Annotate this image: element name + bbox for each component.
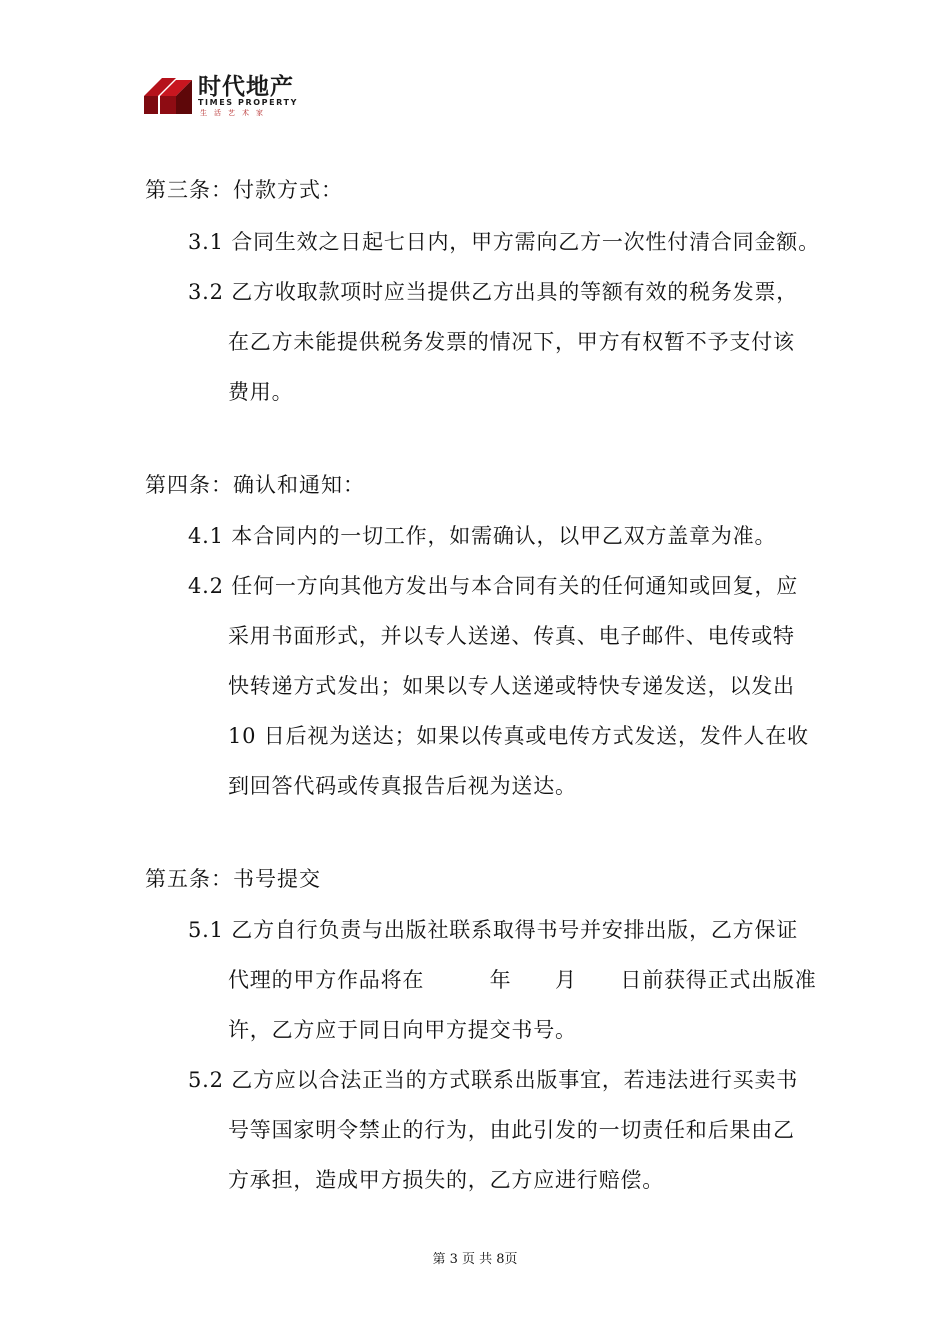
company-logo bbox=[142, 66, 312, 118]
logo-mark-icon bbox=[142, 66, 196, 118]
clause-line: 10 日后视为送达；如果以传真或电传方式发送，发件人在收 bbox=[228, 724, 809, 748]
logo-slogan: 生活艺术家 bbox=[200, 109, 270, 117]
clause-line: 费用。 bbox=[228, 380, 294, 404]
page-footer: 第 3 页 共 8页 bbox=[432, 1252, 518, 1267]
clause-line: 到回答代码或传真报告后视为送达。 bbox=[228, 774, 577, 798]
clause-line: 方承担，造成甲方损失的，乙方应进行赔偿。 bbox=[228, 1168, 664, 1192]
clause-line: 5.1 乙方自行负责与出版社联系取得书号并安排出版，乙方保证 bbox=[188, 918, 799, 942]
clause-line: 号等国家明令禁止的行为，由此引发的一切责任和后果由乙 bbox=[228, 1118, 795, 1142]
clause-line: 代理的甲方作品将在 年 月 日前获得正式出版准 bbox=[228, 968, 817, 992]
clause-line: 5.2 乙方应以合法正当的方式联系出版事宜，若违法进行买卖书 bbox=[188, 1068, 799, 1092]
section-heading: 第三条：付款方式： bbox=[145, 178, 343, 202]
clause-line: 许，乙方应于同日向甲方提交书号。 bbox=[228, 1018, 577, 1042]
clause-line: 3.2 乙方收取款项时应当提供乙方出具的等额有效的税务发票， bbox=[188, 280, 799, 304]
clause-line: 4.2 任何一方向其他方发出与本合同有关的任何通知或回复，应 bbox=[188, 574, 799, 598]
section-heading: 第四条：确认和通知： bbox=[145, 473, 365, 497]
clause-line: 采用书面形式，并以专人送递、传真、电子邮件、电传或特 bbox=[228, 624, 795, 648]
section-heading: 第五条：书号提交 bbox=[145, 867, 321, 891]
clause-line: 快转递方式发出；如果以专人送递或特快专递发送，以发出 bbox=[228, 674, 795, 698]
clause-line: 在乙方未能提供税务发票的情况下，甲方有权暂不予支付该 bbox=[228, 330, 795, 354]
clause-line: 3.1 合同生效之日起七日内，甲方需向乙方一次性付清合同金额。 bbox=[188, 230, 820, 254]
logo-name-cn: 时代地产 bbox=[198, 74, 294, 100]
clause-line: 4.1 本合同内的一切工作，如需确认，以甲乙双方盖章为准。 bbox=[188, 524, 777, 548]
logo-name-en: TIMES PROPERTY bbox=[198, 98, 299, 107]
